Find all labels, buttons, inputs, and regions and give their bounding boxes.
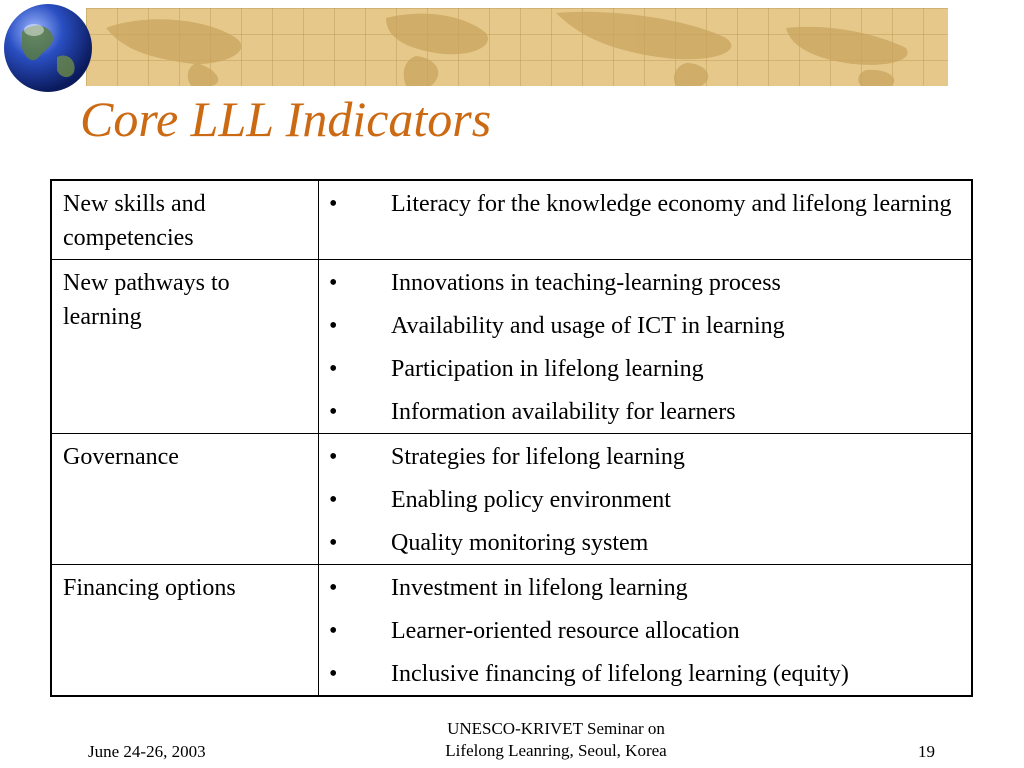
footer-event-line1: UNESCO-KRIVET Seminar on xyxy=(447,719,665,738)
indicator-text: Literacy for the knowledge economy and lifelong learning xyxy=(391,191,952,217)
indicators-table xyxy=(50,179,973,697)
list-item xyxy=(329,483,963,517)
indicator-text: Participation in lifelong learning xyxy=(391,356,704,382)
table-row xyxy=(51,565,972,697)
category-cell: Financing options xyxy=(51,565,319,697)
list-item xyxy=(329,526,963,560)
world-map-banner xyxy=(86,8,948,86)
list-item xyxy=(329,614,963,648)
indicator-text: Strategies for lifelong learning xyxy=(391,444,685,470)
indicator-list xyxy=(319,434,973,565)
indicator-text: Learner-oriented resource allocation xyxy=(391,618,740,644)
list-item xyxy=(329,309,963,343)
bullet: • xyxy=(329,313,338,339)
list-item xyxy=(329,657,963,691)
table-row xyxy=(51,180,972,260)
bullet: • xyxy=(329,487,338,513)
globe-icon xyxy=(2,2,94,94)
footer-date: June 24-26, 2003 xyxy=(88,742,206,761)
indicator-list xyxy=(319,260,973,434)
indicator-text: Quality monitoring system xyxy=(391,530,649,556)
list-item xyxy=(329,266,963,300)
bullet: • xyxy=(329,618,338,644)
bullet: • xyxy=(329,530,338,556)
bullet: • xyxy=(329,575,338,601)
indicator-list xyxy=(319,565,973,697)
bullet: • xyxy=(329,399,338,425)
bullet: • xyxy=(329,270,338,296)
indicator-text: Investment in lifelong learning xyxy=(391,575,688,601)
table-row xyxy=(51,260,972,434)
indicator-text: Enabling policy environment xyxy=(391,487,671,513)
indicator-text: Inclusive financing of lifelong learning (equity) xyxy=(391,661,849,687)
footer-event xyxy=(396,718,716,762)
list-item xyxy=(329,352,963,386)
bullet: • xyxy=(329,661,338,687)
list-item xyxy=(329,395,963,429)
indicator-text: Innovations in teaching-learning process xyxy=(391,270,781,296)
category-cell: New skills and competencies xyxy=(51,180,319,260)
bullet: • xyxy=(329,191,338,217)
indicator-list xyxy=(319,180,973,260)
list-item xyxy=(329,440,963,474)
bullet: • xyxy=(329,356,338,382)
list-item xyxy=(329,187,963,221)
category-cell: Governance xyxy=(51,434,319,565)
slide-title: Core LLL Indicators xyxy=(80,91,492,147)
footer-event-line2: Lifelong Leanring, Seoul, Korea xyxy=(445,741,667,760)
table-row xyxy=(51,434,972,565)
indicator-text: Information availability for learners xyxy=(391,399,736,425)
list-item xyxy=(329,571,963,605)
indicator-text: Availability and usage of ICT in learning xyxy=(391,313,785,339)
page-number: 19 xyxy=(918,742,935,761)
world-map-shapes xyxy=(86,8,948,86)
bullet: • xyxy=(329,444,338,470)
category-cell: New pathways to learning xyxy=(51,260,319,434)
